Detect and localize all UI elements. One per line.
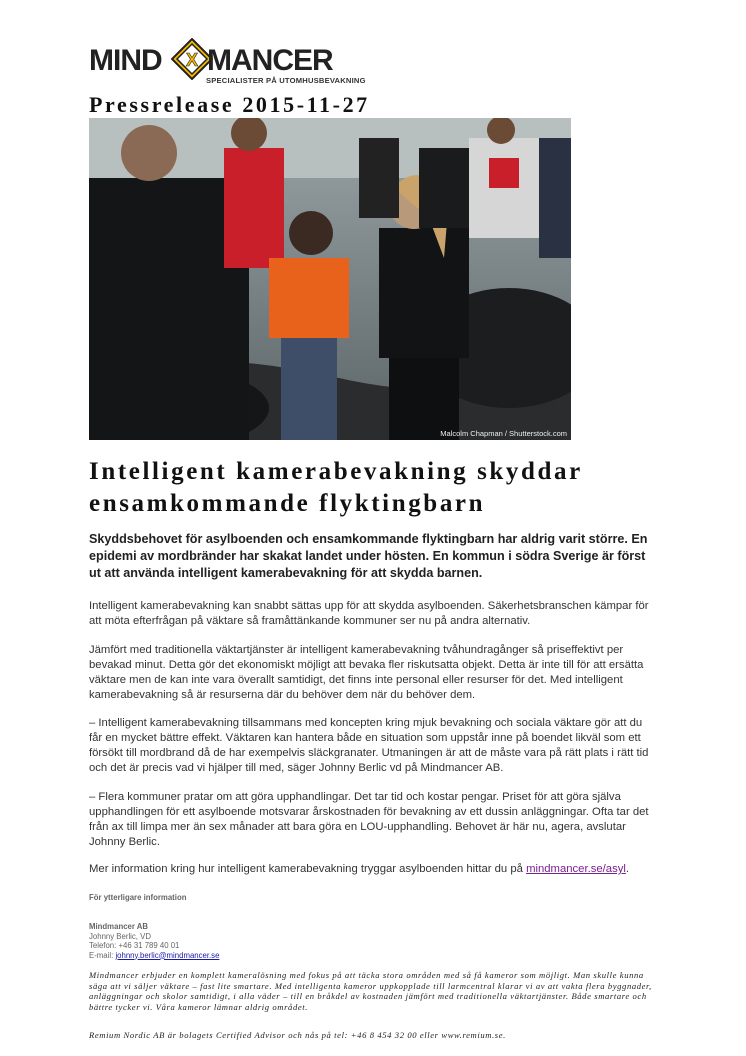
logo-wordmark-left: MIND (89, 44, 162, 77)
press-photo (89, 118, 571, 440)
body-paragraph: Jämfört med traditionella väktartjänster är intelligent kamerabevakning tvåhundragånger så priseffektivt per bevakad minut. Detta gör det ekonomiskt möjligt att bevaka fler riskutsatta objekt. Detta är inte till för att ersätta väktare men de kan inte vara överallt samtidigt, det finns inte personal eller resurser för det. Med intelligent kamerabevakning så är resurserna där du behöver dem när du behöver dem. (89, 644, 644, 701)
email-link[interactable]: johnny.berlic@mindmancer.se (115, 950, 220, 960)
lead-paragraph: Skyddsbehovet för asylboenden och ensamkommande flyktingbarn har aldrig varit större. En epidemi av mordbränder har skakat landet under hösten. En kommun i södra Sverige är först ut att använda intelligent kamerabevakning för att skydda barnen. (89, 532, 648, 580)
body-paragraph: Intelligent kamerabevakning kan snabbt sättas upp för att skydda asylboenden. Säkerhetsbranschen kämpar för att möta efterfrågan på väktare så framåttänkande kommuner ser nu på andra alternativ. (89, 600, 649, 627)
more-info-end: . (625, 863, 630, 875)
contact-block (89, 922, 219, 960)
contact-person: Johnny Berlic, VD (89, 931, 151, 941)
mindmancer-logo (89, 38, 366, 92)
more-info-text: Mer information kring hur intelligent kamerabevakning tryggar asylboenden hittar du på (89, 863, 527, 875)
contact-phone: Telefon: +46 31 789 40 01 (89, 941, 180, 950)
more-info-paragraph (89, 862, 649, 877)
logo-tagline: SPECIALISTER PÅ UTOMHUSBEVAKNING (206, 76, 366, 85)
logo-wordmark-right: MANCER (207, 44, 333, 77)
contact-company: Mindmancer AB (89, 922, 149, 931)
contact-heading: För ytterligare information (89, 893, 187, 902)
svg-text:X: X (185, 50, 199, 70)
photo-credit: Malcolm Chapman / Shutterstock.com (440, 429, 567, 438)
certified-advisor-line: Remium Nordic AB är bolagets Certified Advisor och nås på tel: +46 8 454 32 00 eller www.remium.se. (89, 1030, 506, 1040)
body-paragraph: – Intelligent kamerabevakning tillsammans med koncepten kring mjuk bevakning och sociala väktare gör att du får en mycket bättre effekt. Väktaren kan hantera både en situation som uppstår inne på boendet likväl som ett försökt till mordbrand då de har exempelvis släckgranater. Utmaningen är att de måste vara på rätt plats i rätt tid och det är precis vad vi hjälper till med, säger Johnny Berlic vd på Mindmancer AB. (89, 717, 649, 774)
photo-refugees-icon (89, 118, 571, 440)
email-label: E-mail: (89, 950, 116, 960)
body-paragraph: – Flera kommuner pratar om att göra upphandlingar. Det tar tid och kostar pengar. Priset för att göra själva upphandlingen för ett asylboende motsvarar årskostnaden för bevakning av ett dussin anläggningar. Ofta tar det från ax till limpa mer än sex månader att bara göra en LOU-upphandling. Behovet är här nu, agera, avslutar Johnny Berlic. (89, 791, 649, 848)
headline: Intelligent kamerabevakning skyddar ensamkommande flyktingbarn (89, 458, 583, 517)
asyl-link[interactable]: mindmancer.se/asyl (526, 863, 626, 875)
press-release-title: Pressrelease 2015-11-27 (89, 92, 370, 117)
company-boilerplate: Mindmancer erbjuder en komplett kameralösning med fokus på att täcka stora områden med så få kameror som möjligt. Man skulle kunna säga att vi säljer väktare – fast lite smartare. Med intelligenta kameror uppkopplade till larmcentral klarar vi av att vakta flera byggnader, anläggningar och skolor samtidigt, i alla väder – till en bråkdel av kostnaden jämfört med traditionella väktartjänster. Både smartare och bättre tycker vi. Våra kameror lämnar aldrig området. (89, 970, 652, 1012)
contact-email-row (89, 951, 219, 961)
